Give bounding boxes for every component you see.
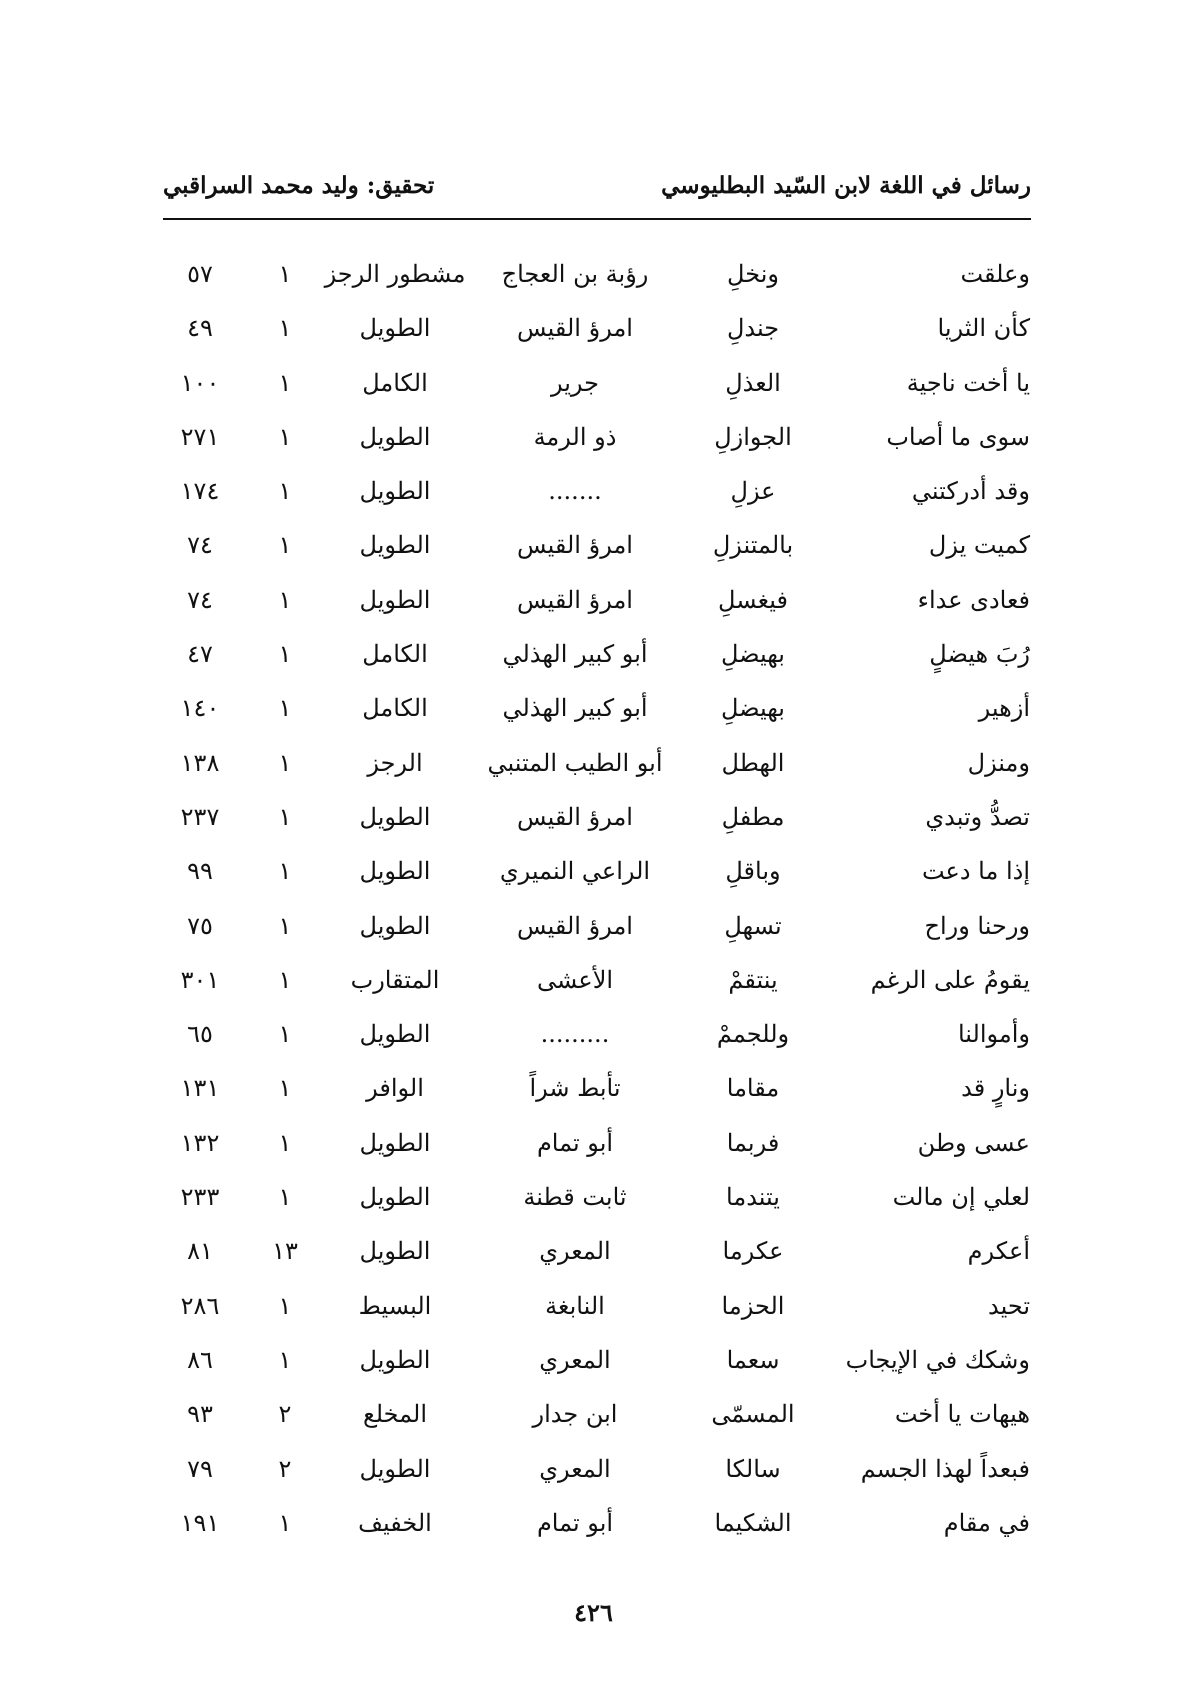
verse-page: ٤٩ — [187, 314, 213, 343]
verse-meter: الطويل — [359, 585, 431, 614]
verse-opening: وشكك في الإيجاب — [845, 1345, 1030, 1374]
verse-meter: الطويل — [359, 1237, 431, 1266]
verse-count: ١ — [278, 1128, 292, 1157]
verse-page: ٧٤ — [187, 531, 213, 560]
table-row — [150, 797, 1030, 851]
verse-rhyme: فيغسلِ — [718, 585, 788, 614]
verse-count: ١٣ — [272, 1237, 298, 1266]
verse-poet: امرؤ القيس — [517, 802, 633, 831]
table-row — [150, 471, 1030, 525]
table-row — [150, 1340, 1030, 1394]
verse-meter: الطويل — [359, 911, 431, 940]
verse-page: ٨٦ — [187, 1345, 213, 1374]
verse-meter: الطويل — [359, 422, 431, 451]
verse-page: ٨١ — [187, 1237, 213, 1266]
verse-count: ١ — [278, 911, 292, 940]
verse-meter: الطويل — [359, 857, 431, 886]
verse-page: ١٤٠ — [180, 694, 220, 723]
table-row — [150, 1068, 1030, 1122]
verse-poet: النابغة — [545, 1291, 605, 1320]
verse-count: ١ — [278, 260, 292, 288]
verse-opening: فعادى عداء — [917, 585, 1030, 614]
table-row — [150, 1123, 1030, 1177]
book-title: رسائل في اللغة لابن السّيد البطليوسي — [661, 172, 1031, 199]
verse-rhyme: ينتقمْ — [728, 965, 778, 994]
verse-rhyme: عزلِ — [730, 477, 776, 506]
verse-count: ١ — [278, 1020, 292, 1049]
verse-count: ١ — [278, 477, 292, 506]
verse-meter: الوافر — [366, 1074, 424, 1103]
verse-count: ١ — [278, 748, 292, 777]
verse-opening: إذا ما دعت — [921, 857, 1030, 886]
verse-rhyme: الحزما — [721, 1291, 785, 1320]
table-row — [150, 1231, 1030, 1285]
table-row — [150, 960, 1030, 1014]
verse-opening: كأن الثريا — [937, 314, 1030, 343]
verse-opening: أزهير — [978, 694, 1030, 723]
verse-opening: لعلي إن مالت — [892, 1183, 1030, 1212]
verse-page: ٢٨٦ — [180, 1291, 220, 1320]
verse-page: ٢٣٧ — [180, 802, 220, 831]
verse-rhyme: الشكيما — [714, 1508, 792, 1537]
verse-opening: رُبَ هيضلٍ — [929, 640, 1030, 669]
verse-meter: الطويل — [359, 802, 431, 831]
verse-meter: الكامل — [362, 640, 428, 669]
verse-count: ٢ — [278, 1400, 292, 1429]
verse-opening: تصدُّ وتبدي — [925, 802, 1030, 831]
verse-poet: الأعشى — [536, 965, 614, 994]
verse-page: ١٣٢ — [180, 1128, 220, 1157]
table-row — [150, 308, 1030, 362]
verse-count: ١ — [278, 802, 292, 831]
verse-meter: الكامل — [362, 694, 428, 723]
verse-poet: ....... — [548, 477, 602, 506]
verse-page: ١٧٤ — [180, 477, 220, 506]
verse-poet: ابن جدار — [532, 1400, 618, 1429]
verse-rhyme: سالكا — [725, 1454, 781, 1483]
verse-count: ١ — [278, 857, 292, 886]
table-row — [150, 1177, 1030, 1231]
table-row — [150, 634, 1030, 688]
verse-rhyme: وللجممْ — [716, 1020, 790, 1049]
verse-meter: البسيط — [358, 1291, 432, 1320]
verse-opening: عسى وطن — [917, 1128, 1030, 1157]
verse-meter: المخلع — [362, 1400, 428, 1429]
verse-poet: رؤبة بن العجاج — [501, 260, 649, 288]
verse-meter: الطويل — [359, 1128, 431, 1157]
verse-opening: فبعداً لهذا الجسم — [860, 1454, 1030, 1483]
verse-poet: أبو كبير الهذلي — [502, 694, 648, 723]
verse-rhyme: بهيضلِ — [721, 640, 785, 669]
verse-count: ١ — [278, 1345, 292, 1374]
verse-page: ٢٣٣ — [180, 1183, 220, 1212]
verse-meter: الخفيف — [358, 1508, 432, 1537]
verse-page: ٧٤ — [187, 585, 213, 614]
table-row — [150, 743, 1030, 797]
verse-poet: أبو تمام — [536, 1128, 614, 1157]
verse-count: ١ — [278, 640, 292, 669]
verse-rhyme: فربما — [726, 1128, 780, 1157]
verse-rhyme: يتندما — [726, 1183, 780, 1212]
verse-page: ٥٧ — [187, 260, 213, 288]
table-row — [150, 1503, 1030, 1557]
table-row — [150, 688, 1030, 742]
verse-count: ١ — [278, 1074, 292, 1103]
verse-poet: ......... — [540, 1020, 610, 1049]
verse-rhyme: عكرما — [722, 1237, 784, 1266]
verse-count: ١ — [278, 694, 292, 723]
verse-meter: الطويل — [359, 1020, 431, 1049]
verse-poet: امرؤ القيس — [517, 531, 633, 560]
verse-opening: يقومُ على الرغم — [870, 965, 1030, 994]
verse-poet: امرؤ القيس — [517, 314, 633, 343]
verse-poet: جرير — [551, 368, 599, 397]
verse-count: ١ — [278, 965, 292, 994]
verse-meter: مشطور الرجز — [324, 260, 466, 288]
verse-rhyme: المسمّى — [711, 1400, 795, 1429]
verse-count: ٢ — [278, 1454, 292, 1483]
verse-rhyme: جندلِ — [726, 314, 780, 343]
verse-rhyme: مطفلِ — [721, 802, 785, 831]
verse-page: ٩٣ — [187, 1400, 213, 1429]
verse-count: ١ — [278, 1183, 292, 1212]
verse-page: ١٣١ — [180, 1074, 220, 1103]
verse-poet: أبو كبير الهذلي — [502, 640, 648, 669]
verse-opening: سوى ما أصاب — [886, 422, 1030, 451]
verse-meter: الرجز — [367, 748, 423, 777]
table-row — [150, 363, 1030, 417]
verse-index-table — [150, 254, 1030, 1557]
verse-count: ١ — [278, 314, 292, 343]
verse-poet: الراعي النميري — [499, 857, 651, 886]
verse-poet: ذو الرمة — [533, 422, 617, 451]
verse-opening: أعكرم — [967, 1237, 1030, 1266]
verse-meter: الطويل — [359, 314, 431, 343]
verse-rhyme: بهيضلِ — [721, 694, 785, 723]
verse-opening: وأموالنا — [957, 1020, 1030, 1049]
verse-count: ١ — [278, 531, 292, 560]
verse-poet: امرؤ القيس — [517, 911, 633, 940]
verse-rhyme: ونخلِ — [727, 260, 779, 288]
verse-meter: المتقارب — [350, 965, 440, 994]
verse-page: ٤٧ — [187, 640, 213, 669]
verse-page: ١٩١ — [180, 1508, 220, 1537]
verse-rhyme: مقاما — [726, 1074, 780, 1103]
verse-page: ٩٩ — [187, 857, 213, 886]
table-row — [150, 1394, 1030, 1448]
verse-meter: الطويل — [359, 477, 431, 506]
verse-opening: وقد أدركتني — [911, 477, 1030, 506]
verse-rhyme: الجوازلِ — [714, 422, 792, 451]
verse-rhyme: وباقلِ — [725, 857, 781, 886]
editor-credit: تحقيق: وليد محمد السراقبي — [163, 172, 435, 199]
verse-poet: أبو تمام — [536, 1508, 614, 1537]
verse-rhyme: سعما — [726, 1345, 780, 1374]
verse-opening: تحيد — [987, 1291, 1030, 1320]
verse-poet: أبو الطيب المتنبي — [487, 748, 663, 777]
table-row — [150, 525, 1030, 579]
table-row — [150, 1286, 1030, 1340]
verse-opening: كميت يزل — [928, 531, 1030, 560]
verse-meter: الطويل — [359, 1345, 431, 1374]
verse-count: ١ — [278, 422, 292, 451]
verse-meter: الطويل — [359, 1183, 431, 1212]
verse-poet: المعري — [539, 1237, 611, 1266]
verse-page: ١٣٨ — [180, 748, 220, 777]
verse-meter: الطويل — [359, 1454, 431, 1483]
table-row — [150, 851, 1030, 905]
table-row — [150, 580, 1030, 634]
verse-poet: المعري — [539, 1345, 611, 1374]
verse-count: ١ — [278, 368, 292, 397]
verse-poet: ثابت قطنة — [523, 1183, 627, 1212]
verse-rhyme: تسهلِ — [724, 911, 782, 940]
verse-poet: امرؤ القيس — [517, 585, 633, 614]
verse-page: ٣٠١ — [180, 965, 220, 994]
verse-count: ١ — [278, 585, 292, 614]
verse-rhyme: العذلِ — [725, 368, 781, 397]
table-row — [150, 1449, 1030, 1503]
table-row — [150, 417, 1030, 471]
page-number: ٤٢٦ — [574, 1598, 613, 1627]
verse-page: ١٠٠ — [180, 368, 220, 397]
verse-opening: ورحنا وراح — [924, 911, 1030, 940]
verse-page: ٢٧١ — [180, 422, 220, 451]
verse-meter: الطويل — [359, 531, 431, 560]
table-row — [150, 1014, 1030, 1068]
verse-page: ٦٥ — [187, 1020, 213, 1049]
verse-opening: في مقام — [943, 1508, 1030, 1537]
verse-page: ٧٥ — [187, 911, 213, 940]
verse-opening: هيهات يا أخت — [894, 1400, 1030, 1429]
verse-opening: يا أخت ناجية — [906, 368, 1030, 397]
verse-rhyme: الهطل — [721, 748, 785, 777]
table-row — [150, 254, 1030, 308]
verse-opening: ونارٍ قد — [961, 1074, 1030, 1103]
verse-poet: المعري — [539, 1454, 611, 1483]
verse-opening: وعلقت — [960, 260, 1030, 288]
verse-poet: تأبط شراً — [529, 1074, 621, 1103]
page-header — [163, 168, 1031, 220]
verse-opening: ومنزل — [967, 748, 1030, 777]
verse-count: ١ — [278, 1508, 292, 1537]
verse-page: ٧٩ — [187, 1454, 213, 1483]
table-row — [150, 906, 1030, 960]
verse-rhyme: بالمتنزلِ — [712, 531, 794, 560]
verse-count: ١ — [278, 1291, 292, 1320]
verse-meter: الكامل — [362, 368, 428, 397]
